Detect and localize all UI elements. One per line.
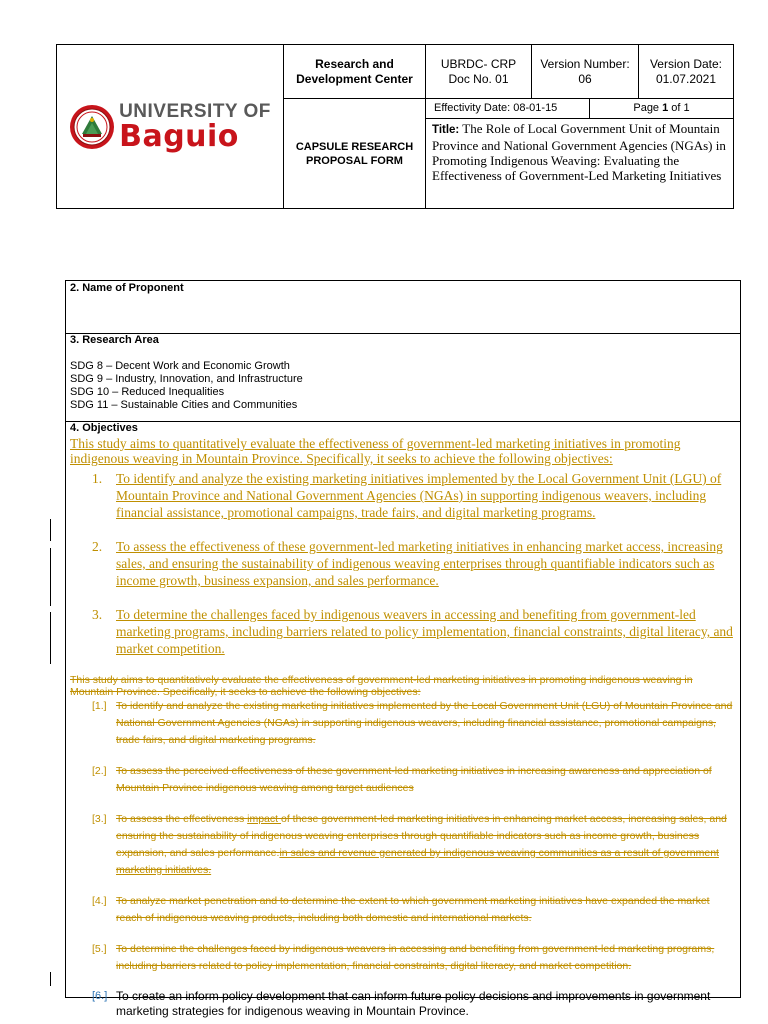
doc-number: Doc No. 01 — [448, 71, 509, 86]
sdg-item: SDG 10 – Reduced Inequalities — [70, 386, 225, 398]
change-bar — [50, 612, 51, 664]
research-area-heading: 3. Research Area — [70, 334, 159, 346]
document-header-table — [56, 44, 734, 209]
deleted-objective-number: [1.] — [92, 700, 107, 712]
objective-text: To determine the challenges faced by indigenous weavers in accessing and benefiting from government-led marketing programs, including barriers related to policy implementation, financial constraints, digital literacy, and market competition. — [116, 607, 733, 656]
objectives-intro-inserted: This study aims to quantitatively evaluate the effectiveness of government-led marketing initiatives in promoting indigenous weaving in Mountain Province. Specifically, it seeks to achieve the following objectives: — [70, 436, 681, 466]
inserted-word: impact — [247, 813, 281, 825]
logo-text-top: UNIVERSITY OF — [119, 100, 271, 122]
objectives-intro-deleted: This study aims to quantitatively evaluate the effectiveness of government-led marketing initiatives in promoting indigenous weaving in Mountain Province. Specifically, it seeks to achieve the following objectives: — [70, 674, 693, 698]
change-bar — [50, 548, 51, 606]
research-area-section — [66, 333, 740, 422]
deleted-objective-number: [4.] — [92, 895, 107, 907]
deleted-objective-item — [66, 941, 740, 975]
doc-number-cell — [426, 45, 532, 99]
deleted-objective-text: To identify and analyze the existing marketing initiatives implemented by the Local Government Unit (LGU) of Mountain Province and National Government Agencies (NGAs) in supporting indigenous weavers, including financial assistance, promotional campaigns, trade fairs, and digital marketing programs. — [116, 700, 733, 746]
objective-text: To assess the effectiveness of these government-led marketing initiatives in enhancing market access, increasing sales, and ensuring the sustainability of indigenous weaving enterprises through quantifiable indicators such as income growth, business expansion, and sales performance. — [116, 539, 723, 588]
deleted-objective-text: To assess the perceived effectiveness of these government-led marketing initiatives in increasing awareness and appreciation of Mountain Province indigenous weaving among target audiences — [116, 765, 712, 794]
logo-text-bottom: Baguio — [119, 118, 239, 154]
deleted-objective-item — [66, 763, 740, 797]
sdg-item: SDG 9 – Industry, Innovation, and Infrastructure — [70, 373, 303, 385]
university-seal-icon — [69, 104, 115, 150]
version-date-label: Version Date: — [649, 56, 723, 71]
objective-item — [66, 538, 740, 589]
doc-code: UBRDC- CRP — [440, 56, 517, 71]
page-suffix: of 1 — [668, 102, 690, 114]
logo-cell — [57, 45, 284, 208]
version-number-value: 06 — [578, 71, 592, 86]
deleted-objective-item — [66, 811, 740, 879]
objectives-heading: 4. Objectives — [70, 422, 138, 434]
objective-item — [66, 606, 740, 657]
title-label: Title: — [432, 124, 460, 136]
deleted-objective-text: of these government-led marketing initiatives in enhancing market access, increasing sales, and ensuring the sustainability of indigenous weaving enterprises through quantifiable indicators such as income growth, business expansion, and sales performance. — [116, 813, 727, 859]
form-name: CAPSULE RESEARCH PROPOSAL FORM — [284, 99, 426, 208]
objectives-list-inserted — [66, 470, 740, 657]
change-bar — [50, 972, 51, 986]
effectivity-date: Effectivity Date: 08-01-15 — [426, 99, 590, 119]
objectives-list-deleted — [66, 698, 740, 975]
version-date-value: 01.07.2021 — [655, 71, 717, 86]
proposal-title-cell — [426, 119, 733, 208]
deleted-objective-text: To assess the effectiveness — [116, 813, 248, 825]
objective-item — [66, 470, 740, 521]
deleted-objective-text: To determine the challenges faced by indigenous weavers in accessing and benefiting from government-led marketing programs, including barriers related to policy implementation, financial constraints, digital literacy, and market competition. — [116, 943, 715, 972]
page-indicator — [590, 99, 733, 119]
page-prefix: Page — [633, 102, 663, 114]
sdg-list — [66, 360, 740, 412]
sdg-item: SDG 8 – Decent Work and Economic Growth — [70, 360, 290, 372]
change-bar — [50, 519, 51, 541]
objective-number: 1. — [92, 471, 103, 486]
deleted-objective-text: To analyze market penetration and to determine the extent to which government marketing initiatives have expanded the market reach of indigenous weaving products, including both domestic and international markets. — [116, 895, 710, 924]
version-date-cell — [639, 45, 733, 99]
deleted-objective-number: [5.] — [92, 943, 107, 955]
deleted-objective-number: [3.] — [92, 813, 107, 825]
deleted-objective-item — [66, 698, 740, 749]
inserted-deleted-text: in sales and revenue generated by indigenous weaving communities as a result of government marketing initiatives. — [116, 847, 719, 876]
proposal-title: The Role of Local Government Unit of Mountain Province and National Government Agencies (NGAs) in Promoting Indigenous Weaving: Evaluating the Effectiveness of Government-Led Marketing Initiatives — [432, 121, 726, 183]
deleted-objective-number: [2.] — [92, 765, 107, 777]
objectives-section — [66, 421, 740, 1018]
version-number-label: Version Number: — [540, 56, 630, 71]
objective-number: 2. — [92, 539, 103, 554]
proponent-section — [66, 281, 740, 334]
version-number-cell — [532, 45, 639, 99]
final-objective-number: [6.] — [92, 990, 108, 1002]
final-objective-text: To create an inform policy development that can inform future policy decisions and improvements in government marketing strategies for indigenous weaving in Mountain Province. — [116, 989, 711, 1018]
center-name: Research and Development Center — [284, 45, 426, 99]
sdg-item: SDG 11 – Sustainable Cities and Communities — [70, 399, 298, 411]
proposal-body-table — [65, 280, 741, 1018]
deleted-objective-item — [66, 893, 740, 927]
objective-text: To identify and analyze the existing marketing initiatives implemented by the Local Government Unit (LGU) of Mountain Province and National Government Agencies (NGAs) in supporting indigenous weavers, including financial assistance, promotional campaigns, trade fairs, and digital marketing programs. — [116, 471, 722, 520]
university-logo — [69, 102, 271, 152]
objective-number: 3. — [92, 607, 103, 622]
proponent-heading: 2. Name of Proponent — [70, 282, 184, 294]
page-number: 1 — [662, 102, 669, 114]
final-objective-item — [66, 989, 740, 1019]
